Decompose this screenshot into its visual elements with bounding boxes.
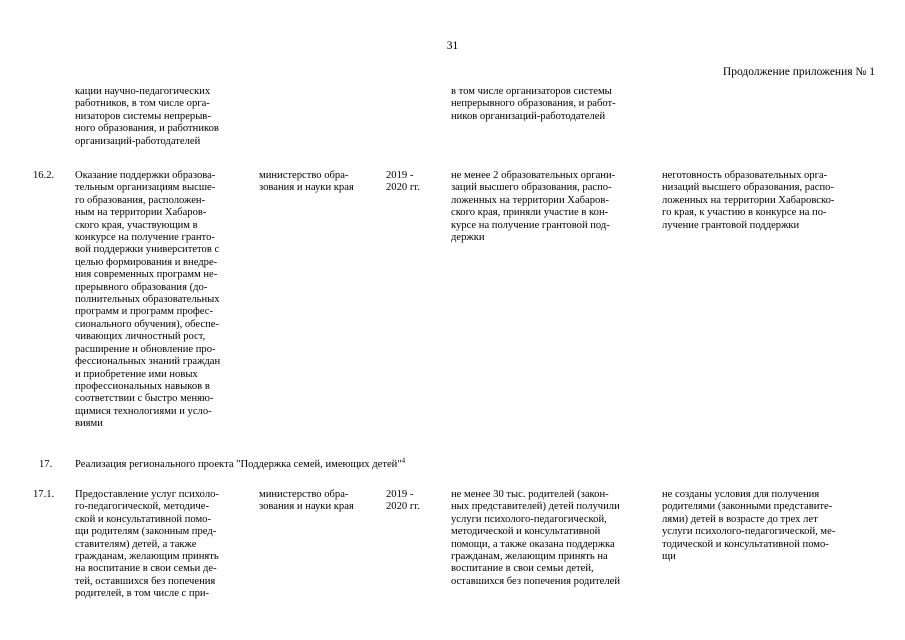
row-16-2-number: 16.2.	[33, 170, 55, 181]
row-0-event: кации научно-педагогических работников, в том числе орга- низаторов системы непрерыв- ного образования, и работников организаций-работодателей	[75, 86, 219, 147]
row-16-2-event: Оказание поддержки образова- тельным организациям высше- го образования, расположен- ным на территории Хабаров- ского края, участвующим в конкурсе на получение грантo- вой поддержки университетов с целью формирования и внедре- ния современных программ не- прерывного образования (до- полнительных образовательных программ и программ профес- сионального обучения), обеспе- чивающих личностный рост, расширение и обновление про- фессиональных знаний граждан и приобретение ими новых профессиональных навыков в соответствии с быстро меняю- щимися технологиями и усло- виями	[75, 170, 221, 430]
row-16-2-consequence: неготовность образовательных орга- низаций высшего образования, распо- ложенных на территории Хабаровско- го края, к участию в конкурсе на по- лучение грантовой поддержки	[662, 170, 835, 231]
appendix-continuation-label: Продолжение приложения № 1	[722, 66, 875, 78]
row-17-1-period: 2019 - 2020 гг.	[386, 489, 420, 513]
row-16-2-result: не менее 2 образовательных органи- заций высшего образования, распо- ложенных на территории Хабаров- ского края, приняли участие в кон- курсе на получение грантовой под- держки	[451, 170, 616, 244]
page-number: 31	[446, 40, 459, 52]
row-17-1-event: Предоставление услуг психоло- го-педагогической, методиче- ской и консультативной помо- щи родителям (законным пред- ставителям) детей, а также гражданам, желающим принять на воспитание в свои семьи де- тей, оставшихся без попечения родителей, в том числе с при-	[75, 489, 219, 600]
row-16-2-period: 2019 - 2020 гг.	[386, 170, 420, 194]
row-17-1-executor: министерство обра- зования и науки края	[259, 489, 354, 513]
row-0-result: в том числе организаторов системы непрерывного образования, и работ- ников организаций-работодателей	[451, 86, 616, 122]
row-17-1-consequence: не созданы условия для получения родителями (законными представите- лями) детей в возрасте до трех лет услуги психолого-педагогической, ме- тодической и консультативной помо- щи	[662, 489, 836, 563]
row-17-number: 17.	[39, 459, 53, 470]
row-17-1-number: 17.1.	[33, 489, 55, 500]
row-17-1-result: не менее 30 тыс. родителей (закон- ных представителей) детей получили услуги психолого-педагогической, методической и консультативной помощи, а также оказана поддержка гражданам, желающим принять на воспитание в свои семьи детей, оставшихся без попечения родителей	[451, 489, 620, 587]
footnote-marker: 4	[401, 456, 406, 465]
row-17-title-text: Реализация регионального проекта "Поддержка семей, имеющих детей"	[75, 459, 402, 470]
row-16-2-executor: министерство обра- зования и науки края	[259, 170, 354, 194]
row-17-title	[75, 456, 675, 471]
